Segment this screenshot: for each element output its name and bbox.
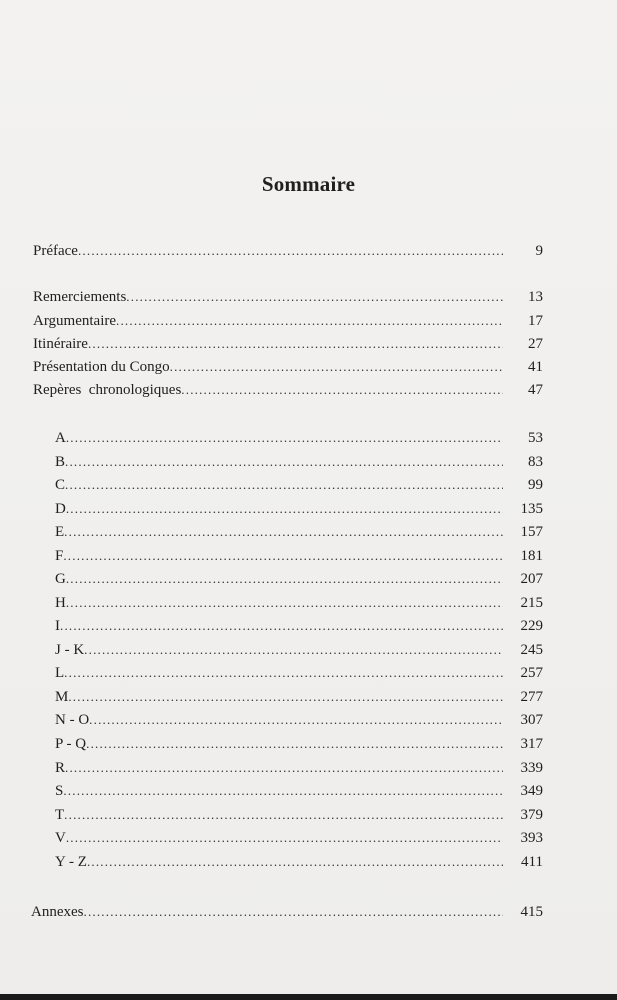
dot-leader	[65, 475, 503, 495]
toc-entry-page: 257	[520, 665, 543, 681]
page-title: Sommaire	[261, 172, 356, 196]
toc-entry-page: 13	[528, 289, 543, 305]
dot-leader	[64, 663, 503, 683]
toc-entry-page: 181	[520, 548, 543, 564]
toc-entry-letter-f	[55, 546, 543, 566]
dot-leader	[66, 499, 503, 519]
dot-leader	[68, 687, 503, 707]
toc-entry-label: T	[55, 807, 65, 823]
toc-entry-page: 245	[520, 642, 543, 658]
toc-entry-label: B	[55, 454, 66, 470]
toc-entry-label: V	[55, 830, 66, 846]
toc-entry-page: 207	[520, 571, 543, 587]
toc-entry-letter-d	[55, 499, 543, 519]
toc-entry-label: C	[55, 477, 66, 493]
dot-leader	[126, 287, 503, 307]
dot-leader	[66, 428, 503, 448]
toc-entry-letter-b	[55, 452, 543, 472]
toc-entry-page: 411	[521, 854, 543, 870]
dot-leader	[181, 380, 503, 400]
toc-entry-page: 229	[520, 618, 543, 634]
toc-entry-label: H	[55, 595, 66, 611]
toc-entry-presentation-du-congo	[33, 357, 543, 377]
dot-leader	[64, 805, 503, 825]
toc-entry-letter-n-o	[55, 710, 543, 730]
dot-leader	[88, 334, 503, 354]
toc-entry-letter-m	[55, 687, 543, 707]
dot-leader	[63, 781, 503, 801]
toc-entry-page: 277	[520, 689, 543, 705]
toc-entry-label: Préface	[33, 243, 78, 259]
toc-entry-label: S	[55, 783, 64, 799]
toc-entry-page: 17	[528, 313, 543, 329]
toc-entry-reperes-chronologiques	[33, 380, 543, 400]
page-bottom-edge	[0, 994, 617, 1000]
dot-leader	[86, 734, 503, 754]
toc-entry-letter-i	[55, 616, 543, 636]
toc-entry-page: 393	[520, 830, 543, 846]
toc-entry-label: D	[55, 501, 66, 517]
toc-entry-label: E	[55, 524, 65, 540]
toc-entry-page: 415	[520, 904, 543, 920]
toc-entry-label: R	[55, 760, 66, 776]
toc-entry-letter-v	[55, 828, 543, 848]
toc-entry-page: 339	[520, 760, 543, 776]
toc-entry-letter-r	[55, 758, 543, 778]
toc-entry-page: 317	[520, 736, 543, 752]
toc-entry-itineraire	[33, 334, 543, 354]
toc-entry-preface	[33, 241, 543, 261]
toc-entry-label: Argumentaire	[33, 313, 117, 329]
toc-entry-page: 53	[528, 430, 543, 446]
toc-entry-page: 83	[528, 454, 543, 470]
toc-entry-letter-e	[55, 522, 543, 542]
toc-entry-letter-p-q	[55, 734, 543, 754]
dot-leader	[66, 593, 503, 613]
dot-leader	[84, 902, 504, 922]
toc-entry-page: 27	[528, 336, 543, 352]
toc-entry-label: Présentation du Congo	[33, 359, 170, 375]
toc-entry-label: L	[55, 665, 65, 681]
toc-entry-label: F	[55, 548, 64, 564]
dot-leader	[116, 311, 503, 331]
toc-entry-page: 157	[520, 524, 543, 540]
toc-entry-letter-c	[55, 475, 543, 495]
toc-entry-label: I	[55, 618, 60, 634]
toc-entry-letter-y-z	[55, 852, 543, 872]
toc-entry-page: 135	[520, 501, 543, 517]
toc-entry-page: 379	[520, 807, 543, 823]
toc-entry-letter-g	[55, 569, 543, 589]
toc-entry-page: 307	[520, 712, 543, 728]
dot-leader	[60, 616, 503, 636]
toc-entry-label: Repères chronologiques	[33, 382, 182, 398]
toc-entry-label: J - K	[55, 642, 85, 658]
toc-entry-letter-t	[55, 805, 543, 825]
toc-entry-page: 349	[520, 783, 543, 799]
dot-leader	[89, 710, 503, 730]
toc-entry-page: 215	[520, 595, 543, 611]
toc-entry-label: G	[55, 571, 66, 587]
toc-entry-letter-l	[55, 663, 543, 683]
toc-entry-page: 9	[535, 243, 543, 259]
dot-leader	[78, 241, 503, 261]
toc-entry-letter-j-k	[55, 640, 543, 660]
dot-leader	[170, 357, 503, 377]
toc-entry-page: 99	[528, 477, 543, 493]
dot-leader	[84, 640, 503, 660]
toc-entry-label: P - Q	[55, 736, 87, 752]
toc-entry-label: A	[55, 430, 66, 446]
dot-leader	[87, 852, 503, 872]
dot-leader	[64, 522, 503, 542]
toc-entry-label: Annexes	[31, 904, 84, 920]
toc-entry-label: Y - Z	[55, 854, 87, 870]
toc-entry-letter-a	[55, 428, 543, 448]
toc-entry-letter-h	[55, 593, 543, 613]
toc-entry-page: 41	[528, 359, 543, 375]
dot-leader	[65, 452, 503, 472]
dot-leader	[66, 569, 503, 589]
toc-entry-letter-s	[55, 781, 543, 801]
toc-entry-label: Itinéraire	[33, 336, 88, 352]
toc-entry-annexes	[31, 902, 543, 922]
toc-entry-label: Remerciements	[33, 289, 127, 305]
toc-entry-label: M	[55, 689, 69, 705]
toc-entry-remerciements	[33, 287, 543, 307]
toc-entry-argumentaire	[33, 311, 543, 331]
toc-entry-page: 47	[528, 382, 543, 398]
dot-leader	[66, 828, 503, 848]
dot-leader	[63, 546, 503, 566]
dot-leader	[65, 758, 503, 778]
toc-entry-label: N - O	[55, 712, 90, 728]
